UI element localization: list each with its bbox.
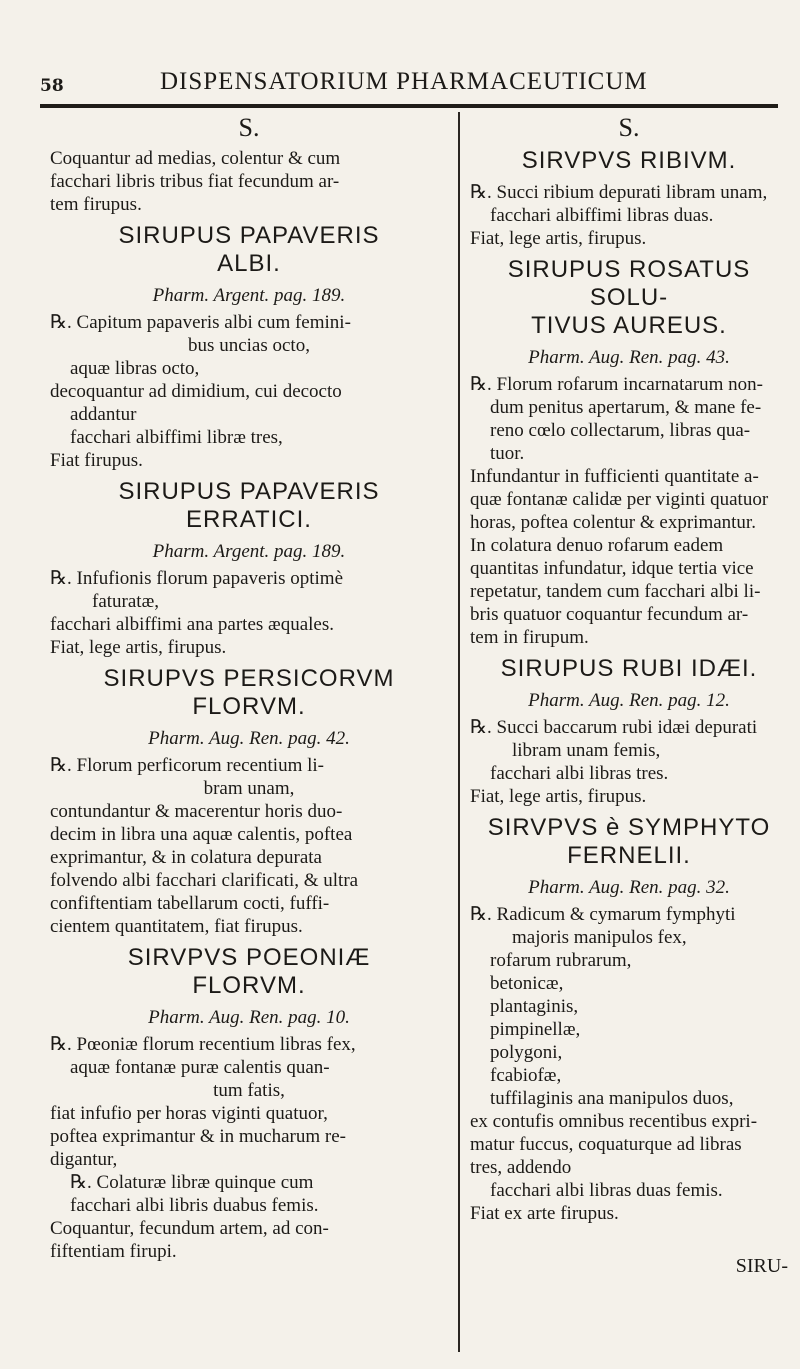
recipe-line: ℞. Succi ribium depurati libram unam, — [470, 182, 768, 203]
left-column — [50, 112, 448, 1263]
recipe-rubi-idaei — [470, 655, 788, 808]
recipe-heading: SIRUPUS ROSATUS SOLU- TIVUS AUREUS. — [507, 256, 751, 339]
recipe-line: faturatæ, — [92, 591, 160, 612]
column-divider — [458, 112, 460, 1352]
recipe-line: folvendo albi facchari clarificati, & ultra — [50, 870, 359, 891]
recipe-line: digantur, — [50, 1149, 118, 1170]
recipe-heading: SIRVPVS RIBIVM. — [521, 147, 737, 174]
recipe-line: quantitas infundatur, idque tertia vice — [470, 558, 754, 579]
recipe-line: matur fuccus, coquaturque ad libras — [470, 1134, 742, 1155]
recipe-persicorum-florum — [50, 665, 448, 938]
recipe-line: Fiat firupus. — [50, 450, 143, 471]
recipe-line: facchari albi libras tres. — [490, 763, 669, 784]
recipe-papaveris-albi — [50, 222, 448, 472]
recipe-line: majoris manipulos fex, — [512, 927, 687, 948]
recipe-line: addantur — [70, 404, 137, 425]
recipe-source: Pharm. Aug. Ren. pag. 10. — [148, 1007, 350, 1028]
recipe-line: decim in libra una aquæ calentis, poftea — [50, 824, 353, 845]
catchword: SIRU- — [735, 1255, 788, 1277]
recipe-line: plantaginis, — [490, 996, 579, 1017]
recipe-line: Coquantur, fecundum artem, ad con- — [50, 1218, 329, 1239]
recipe-line: contundantur & macerentur horis duo- — [50, 801, 343, 822]
recipe-papaveris-erratici — [50, 478, 448, 659]
recipe-line: fcabiofæ, — [490, 1065, 562, 1086]
recipe-line: ℞. Florum rofarum incarnatarum non- — [470, 374, 763, 395]
recipe-source: Pharm. Aug. Ren. pag. 43. — [528, 347, 730, 368]
recipe-line: aquæ fontanæ puræ calentis quan- — [70, 1057, 330, 1078]
recipe-line: fiftentiam firupi. — [50, 1241, 177, 1262]
section-letter: S. — [238, 113, 260, 142]
recipe-line: repetatur, tandem cum facchari albi li- — [470, 581, 761, 602]
recipe-line: ℞. Capitum papaveris albi cum femini- — [50, 312, 351, 333]
recipe-line: ℞. Infufionis florum papaveris optimè — [50, 568, 343, 589]
recipe-symphyto-fernelii — [470, 814, 788, 1225]
recipe-line: facchari albi libras duas femis. — [490, 1180, 723, 1201]
recipe-line: tuffilaginis ana manipulos duos, — [490, 1088, 734, 1109]
recipe-line: cientem quantitatem, fiat firupus. — [50, 916, 303, 937]
header-rule — [40, 104, 778, 108]
recipe-line: confiftentiam tabellarum cocti, fuffi- — [50, 893, 330, 914]
recipe-poeoniae-florum — [50, 944, 448, 1263]
recipe-line: polygoni, — [490, 1042, 563, 1063]
recipe-line: Fiat ex arte firupus. — [470, 1203, 619, 1224]
recipe-rosatus-solutivus — [470, 256, 788, 649]
recipe-heading: SIRVPVS è SYMPHYTO FERNELII. — [487, 814, 771, 869]
recipe-heading: SIRVPVS POEONIÆ FLORVM. — [127, 944, 371, 999]
recipe-line: dum penitus apertarum, & mane fe- — [490, 397, 762, 418]
running-head: DISPENSATORIUM PHARMACEUTICUM — [160, 68, 648, 95]
recipe-line: Infundantur in fufficienti quantitate a- — [470, 466, 759, 487]
recipe-heading: SIRUPUS PAPAVERIS ALBI. — [118, 222, 380, 277]
page-header — [0, 60, 800, 100]
page-number: 58 — [40, 76, 64, 96]
recipe-line: libram unam femis, — [512, 740, 661, 761]
recipe-source: Pharm. Argent. pag. 189. — [152, 541, 346, 562]
recipe-line: aquæ libras octo, — [70, 358, 200, 379]
recipe-line: facchari albiffimi libras duas. — [490, 205, 714, 226]
recipe-line: fiat infufio per horas viginti quatuor, — [50, 1103, 328, 1124]
recipe-ribium — [470, 147, 788, 250]
recipe-line: bram unam, — [203, 778, 295, 799]
recipe-line: tuor. — [490, 443, 525, 464]
recipe-line: pimpinellæ, — [490, 1019, 581, 1040]
recipe-line: Fiat, lege artis, firupus. — [470, 786, 647, 807]
recipe-line: ex contufis omnibus recentibus expri- — [470, 1111, 758, 1132]
recipe-heading: SIRUPUS PAPAVERIS ERRATICI. — [118, 478, 380, 533]
recipe-heading: SIRUPUS RUBI IDÆI. — [500, 655, 758, 682]
recipe-line: facchari albi libris duabus femis. — [70, 1195, 319, 1216]
recipe-line: horas, poftea colentur & exprimantur. — [470, 512, 756, 533]
recipe-line: betonicæ, — [490, 973, 564, 994]
recipe-line: reno cœlo collectarum, libras qua- — [490, 420, 751, 441]
recipe-line: ℞. Succi baccarum rubi idæi depurati — [470, 717, 758, 738]
recipe-line: quæ fontanæ calidæ per viginti quatuor — [470, 489, 769, 510]
recipe-line: bris quatuor coquantur fecundum ar- — [470, 604, 749, 625]
recipe-line: decoquantur ad dimidium, cui decocto — [50, 381, 342, 402]
recipe-heading: SIRUPVS PERSICORVM FLORVM. — [103, 665, 395, 720]
recipe-line: ℞. Radicum & cymarum fymphyti — [470, 904, 736, 925]
recipe-line: exprimantur, & in colatura depurata — [50, 847, 322, 868]
recipe-line: ℞. Pœoniæ florum recentium libras fex, — [50, 1034, 356, 1055]
recipe-line: Fiat, lege artis, firupus. — [50, 637, 227, 658]
recipe-line: Fiat, lege artis, firupus. — [470, 228, 647, 249]
recipe-source: Pharm. Argent. pag. 189. — [152, 285, 346, 306]
recipe-line: facchari albiffimi ana partes æquales. — [50, 614, 334, 635]
recipe-line: poftea exprimantur & in mucharum re- — [50, 1126, 346, 1147]
recipe-source: Pharm. Aug. Ren. pag. 12. — [528, 690, 730, 711]
recipe-line: tres, addendo — [470, 1157, 572, 1178]
recipe-line: bus uncias octo, — [188, 335, 310, 356]
recipe-line: In colatura denuo rofarum eadem — [470, 535, 724, 556]
recipe-line: rofarum rubrarum, — [490, 950, 632, 971]
recipe-line: tum fatis, — [213, 1080, 285, 1101]
intro-paragraph: Coquantur ad medias, colentur & cum facchari libris tribus fiat fecundum ar- tem firupus. — [50, 148, 341, 215]
recipe-line: facchari albiffimi libræ tres, — [70, 427, 283, 448]
recipe-source: Pharm. Aug. Ren. pag. 32. — [528, 877, 730, 898]
right-column — [470, 112, 788, 1278]
recipe-line: ℞. Colaturæ libræ quinque cum — [70, 1172, 314, 1193]
recipe-line: tem in firupum. — [470, 627, 589, 648]
recipe-line: ℞. Florum perficorum recentium li- — [50, 755, 324, 776]
recipe-source: Pharm. Aug. Ren. pag. 42. — [148, 728, 350, 749]
section-letter: S. — [618, 113, 640, 142]
